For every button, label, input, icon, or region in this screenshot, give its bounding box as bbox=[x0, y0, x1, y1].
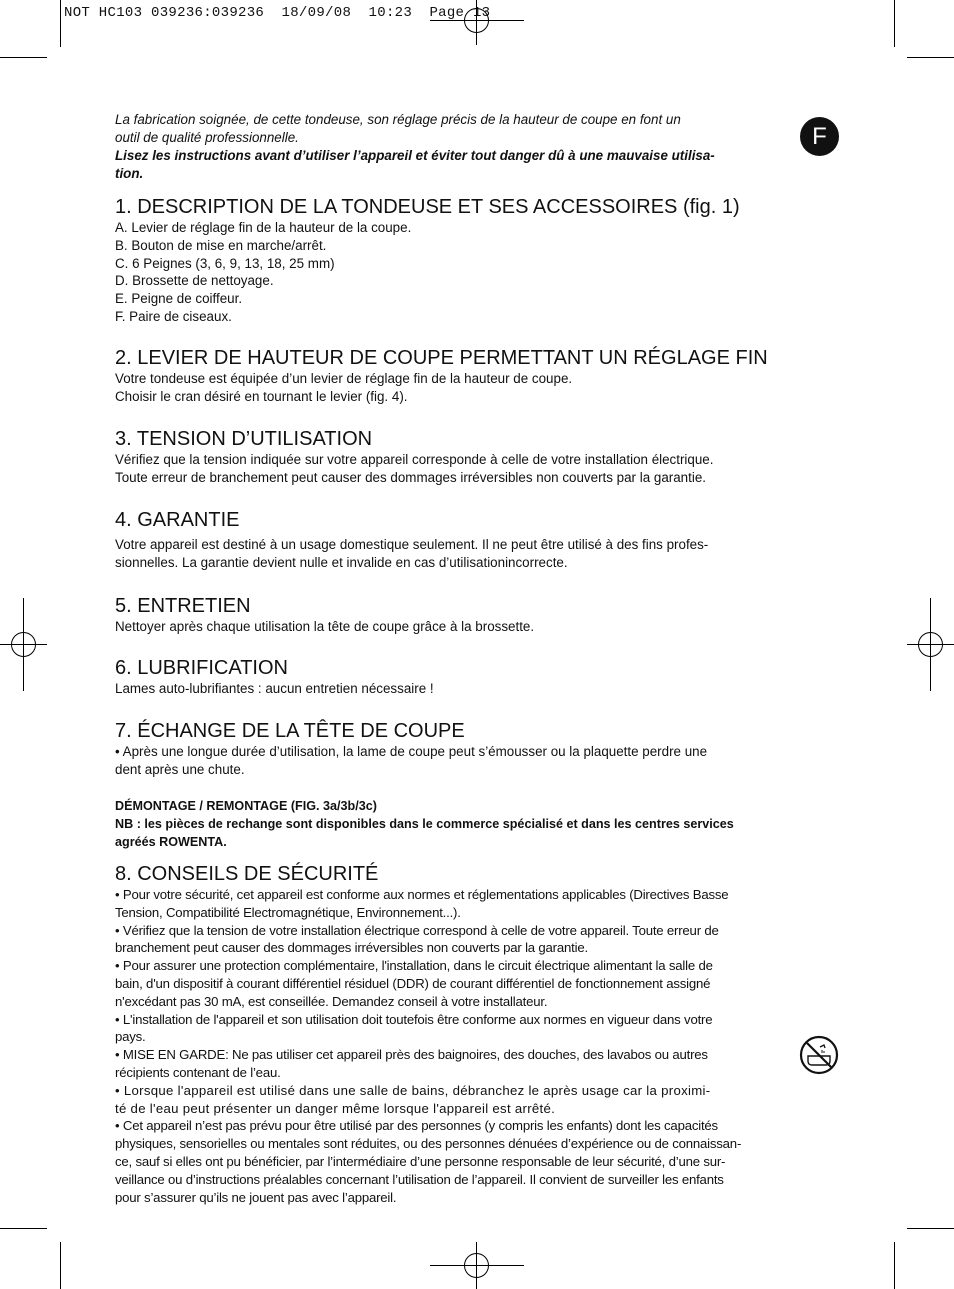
body-text: Votre appareil est destiné à un usage domestique seulement. Il ne peut être utilisé à des fins profes- bbox=[115, 537, 709, 552]
safety-line: • MISE EN GARDE: Ne pas utiliser cet appareil près des baignoires, des douches, des lavabos ou autres bbox=[115, 1047, 708, 1063]
section-title: 3. TENSION D’UTILISATION bbox=[115, 428, 373, 450]
body-text: Vérifiez que la tension indiquée sur votre appareil corresponde à celle de votre installation électrique. bbox=[115, 452, 714, 467]
language-badge: F bbox=[800, 117, 839, 156]
body-text: • Après une longue durée d’utilisation, la lame de coupe peut s’émousser ou la plaquette perdre une bbox=[115, 744, 708, 759]
section-title: 8. CONSEILS DE SÉCURITÉ bbox=[115, 863, 379, 885]
safety-line: physiques, sensorielles ou mentales sont réduites, ou des personnes dénuées d’expérience ou de connaissan- bbox=[115, 1136, 742, 1152]
accessory-list bbox=[115, 219, 845, 326]
safety-line: • Pour votre sécurité, cet appareil est conforme aux normes et réglementations applicables (Directives Basse bbox=[115, 887, 729, 902]
list-item: B. Bouton de mise en marche/arrêt. bbox=[115, 237, 327, 253]
body-text: dent après une chute. bbox=[115, 762, 245, 777]
section-entretien bbox=[115, 594, 845, 636]
list-item: A. Levier de réglage fin de la hauteur de la coupe. bbox=[115, 220, 412, 235]
body-text: Nettoyer après chaque utilisation la tête de coupe grâce à la brossette. bbox=[115, 619, 535, 634]
body-text: Toute erreur de branchement peut causer des dommages irréversibles non couverts par la garantie. bbox=[115, 470, 706, 485]
intro-line: La fabrication soignée, de cette tondeuse, son réglage précis de la hauteur de coupe en font un bbox=[115, 112, 681, 127]
nb-note: NB : les pièces de rechange sont disponibles dans le commerce spécialisé et dans les centres services bbox=[115, 817, 734, 831]
section-title: 2. LEVIER DE HAUTEUR DE COUPE PERMETTANT UN RÉGLAGE FIN bbox=[115, 347, 768, 369]
body-text: Choisir le cran désiré en tournant le levier (fig. 4). bbox=[115, 389, 408, 404]
safety-line: Tension, Compatibilité Electromagnétique, Environnement...). bbox=[115, 904, 461, 920]
safety-line: • Lorsque l'appareil est utilisé dans une salle de bains, débranchez le après usage car la proximi- bbox=[115, 1082, 711, 1098]
section-title: 6. LUBRIFICATION bbox=[115, 657, 288, 679]
section-lubrification bbox=[115, 656, 845, 698]
list-item: C. 6 Peignes (3, 6, 9, 13, 18, 25 mm) bbox=[115, 255, 335, 271]
section-echange bbox=[115, 719, 845, 851]
section-title: 5. ENTRETIEN bbox=[115, 595, 251, 617]
body-text: sionnelles. La garantie devient nulle et invalide en cas d’utilisationincorrecte. bbox=[115, 555, 568, 570]
safety-line: branchement peut causer des dommages irréversibles non couverts par la garantie. bbox=[115, 940, 588, 956]
intro-warning: Lisez les instructions avant d’utiliser l’appareil et éviter tout danger dû à une mauvaise utilisa- bbox=[115, 148, 715, 163]
safety-line: récipients contenant de l’eau. bbox=[115, 1064, 281, 1080]
section-title: 4. GARANTIE bbox=[115, 509, 240, 531]
nb-note: agréés ROWENTA. bbox=[115, 835, 227, 849]
body-text: Lames auto-lubrifiantes : aucun entretien nécessaire ! bbox=[115, 681, 434, 696]
section-title: 1. DESCRIPTION DE LA TONDEUSE ET SES ACCESSOIRES (fig. 1) bbox=[115, 196, 740, 218]
safety-line: • Cet appareil n’est pas prévu pour être utilisé par des personnes (y compris les enfants) dont les capacités bbox=[115, 1118, 718, 1134]
safety-line: • L'installation de l'appareil et son utilisation doit toutefois être conforme aux normes en vigueur dans votre bbox=[115, 1011, 713, 1027]
intro-line: outil de qualité professionnelle. bbox=[115, 130, 299, 145]
intro-block bbox=[115, 111, 840, 183]
safety-line: • Vérifiez que la tension de votre installation électrique correspond à celle de votre appareil. Toute erreur de bbox=[115, 922, 719, 938]
safety-line: • Pour assurer une protection complémentaire, l'installation, dans le circuit électrique alimentant la salle de bbox=[115, 958, 713, 974]
body-text: Votre tondeuse est équipée d’un levier de réglage fin de la hauteur de coupe. bbox=[115, 371, 573, 386]
section-garantie bbox=[115, 508, 845, 572]
safety-line: bain, d'un dispositif à courant différentiel résiduel (DDR) de courant différentiel de fonctionnement assigné bbox=[115, 975, 711, 991]
safety-line: n'excédant pas 30 mA, est conseillée. Demandez conseil à votre installateur. bbox=[115, 993, 548, 1009]
section-tension bbox=[115, 427, 845, 487]
list-item: D. Brossette de nettoyage. bbox=[115, 273, 274, 289]
section-description bbox=[115, 195, 845, 326]
safety-line: té de l'eau peut présenter un danger même lorsque l'appareil est arrêté. bbox=[115, 1100, 556, 1116]
demontage-heading: DÉMONTAGE / REMONTAGE (FIG. 3a/3b/3c) bbox=[115, 799, 377, 813]
safety-line: ce, sauf si elles ont pu bénéficier, par l’intermédiaire d’une personne responsable de leur sécurité, d’une sur- bbox=[115, 1153, 726, 1169]
section-securite bbox=[115, 862, 845, 1206]
list-item: F. Paire de ciseaux. bbox=[115, 308, 232, 324]
safety-line: pays. bbox=[115, 1029, 146, 1045]
list-item: E. Peigne de coiffeur. bbox=[115, 291, 243, 307]
safety-line: veillance ou d’instructions préalables concernant l’utilisation de l’appareil. Il convient de surveiller les enfants bbox=[115, 1171, 724, 1187]
no-water-icon bbox=[799, 1035, 839, 1075]
intro-warning: tion. bbox=[115, 166, 144, 181]
section-levier bbox=[115, 346, 845, 406]
section-title: 7. ÉCHANGE DE LA TÊTE DE COUPE bbox=[115, 720, 465, 742]
safety-line: pour s’assurer qu’ils ne jouent pas avec l’appareil. bbox=[115, 1189, 397, 1205]
print-header: NOT HC103 039236:039236 18/09/08 10:23 Page 13 bbox=[64, 5, 491, 21]
